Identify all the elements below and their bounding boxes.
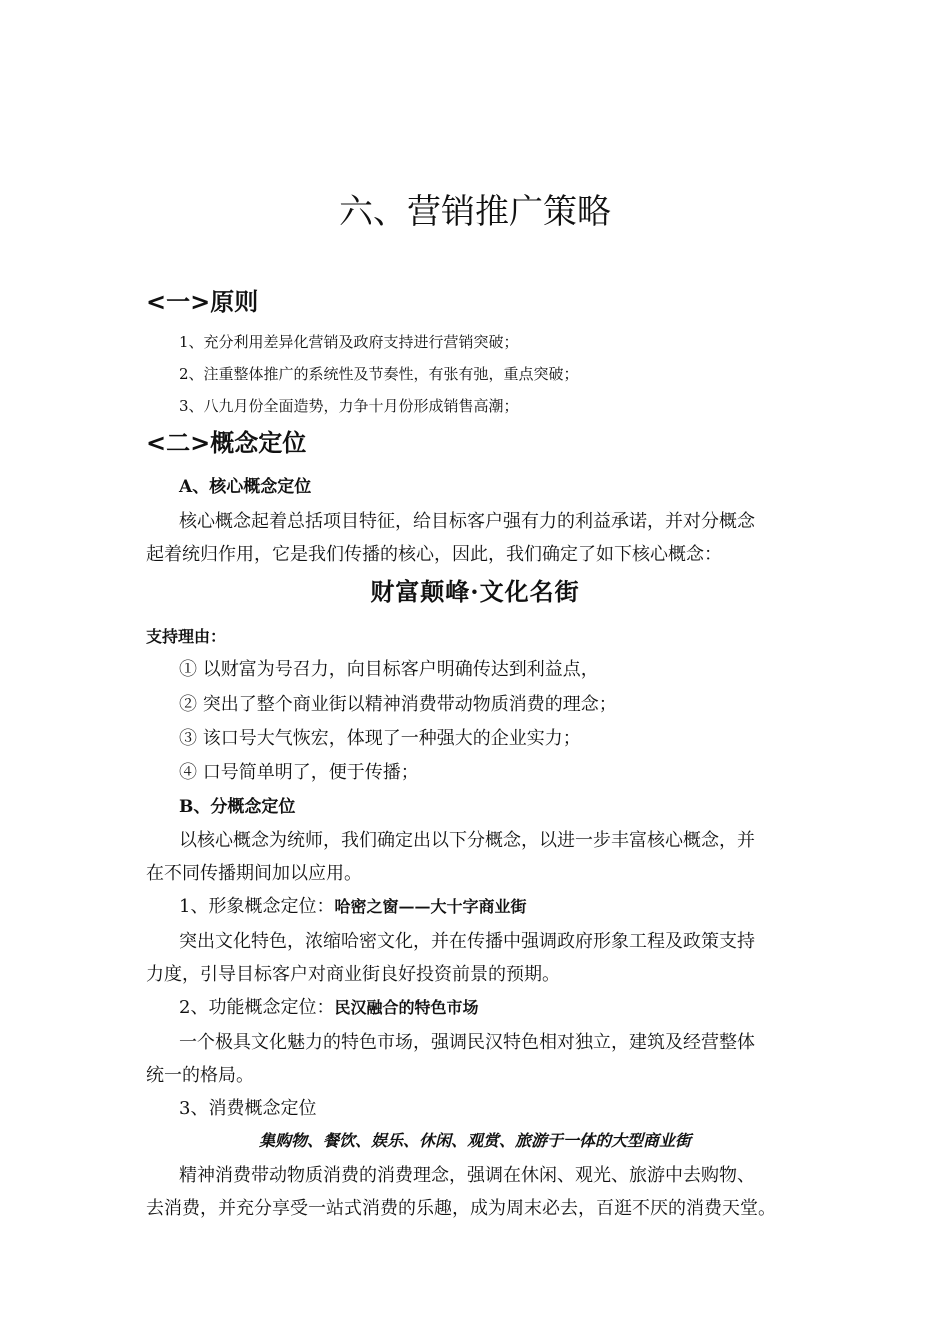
sub-concept-2 bbox=[179, 993, 478, 1019]
principle-item-3: 3、八九月份全面造势，力争十月份形成销售高潮； bbox=[179, 397, 519, 415]
principle-item-2: 2、注重整体推广的系统性及节奏性，有张有弛，重点突破； bbox=[179, 365, 579, 383]
paragraph-line: 一个极具文化魅力的特色市场，强调民汉特色相对独立，建筑及经营整体 bbox=[179, 1032, 755, 1053]
section-heading-concept: <二>概念定位 bbox=[146, 429, 307, 457]
sub-concept-3-heading: 3、消费概念定位 bbox=[179, 1098, 317, 1119]
reason-item-2: ② 突出了整个商业街以精神消费带动物质消费的理念； bbox=[179, 694, 617, 715]
core-slogan: 财富颠峰·文化名街 bbox=[370, 577, 580, 606]
paragraph-line: 统一的格局。 bbox=[146, 1065, 254, 1086]
sub-concept-2-prefix: 2、功能概念定位： bbox=[179, 997, 335, 1018]
principle-item-1: 1、充分利用差异化营销及政府支持进行营销突破； bbox=[179, 333, 519, 351]
sub-concept-2-name: 民汉融合的特色市场 bbox=[334, 998, 479, 1017]
paragraph-line: 以核心概念为统师，我们确定出以下分概念，以进一步丰富核心概念，并 bbox=[179, 830, 755, 851]
paragraph-line: 力度，引导目标客户对商业街良好投资前景的预期。 bbox=[146, 964, 560, 985]
paragraph-line: 在不同传播期间加以应用。 bbox=[146, 863, 362, 884]
reason-item-1: ① 以财富为号召力，向目标客户明确传达到利益点， bbox=[179, 659, 599, 680]
paragraph-line: 精神消费带动物质消费的消费理念，强调在休闲、观光、旅游中去购物、 bbox=[179, 1165, 755, 1186]
sub-concept-1 bbox=[179, 892, 526, 918]
section-heading-principles: <一>原则 bbox=[146, 288, 259, 316]
paragraph-line: 去消费，并充分享受一站式消费的乐趣，成为周末必去，百逛不厌的消费天堂。 bbox=[146, 1198, 776, 1219]
subheading-core-concept: A、核心概念定位 bbox=[179, 477, 312, 497]
paragraph-line: 核心概念起着总括项目特征，给目标客户强有力的利益承诺，并对分概念 bbox=[179, 511, 755, 532]
consumption-slogan: 集购物、餐饮、娱乐、休闲、观赏、旅游于一体的大型商业街 bbox=[258, 1131, 691, 1150]
page-title: 六、营销推广策略 bbox=[339, 192, 611, 232]
sub-concept-1-prefix: 1、形象概念定位： bbox=[179, 896, 335, 917]
sub-concept-1-name: 哈密之窗——大十字商业街 bbox=[334, 897, 527, 916]
reason-item-4: ④ 口号简单明了，便于传播； bbox=[179, 762, 419, 783]
reason-item-3: ③ 该口号大气恢宏，体现了一种强大的企业实力； bbox=[179, 728, 581, 749]
subheading-sub-concept: B、分概念定位 bbox=[179, 797, 296, 817]
paragraph-line: 突出文化特色，浓缩哈密文化，并在传播中强调政府形象工程及政策支持 bbox=[179, 931, 755, 952]
paragraph-line: 起着统归作用，它是我们传播的核心，因此，我们确定了如下核心概念： bbox=[146, 544, 722, 565]
support-label: 支持理由： bbox=[146, 627, 227, 646]
